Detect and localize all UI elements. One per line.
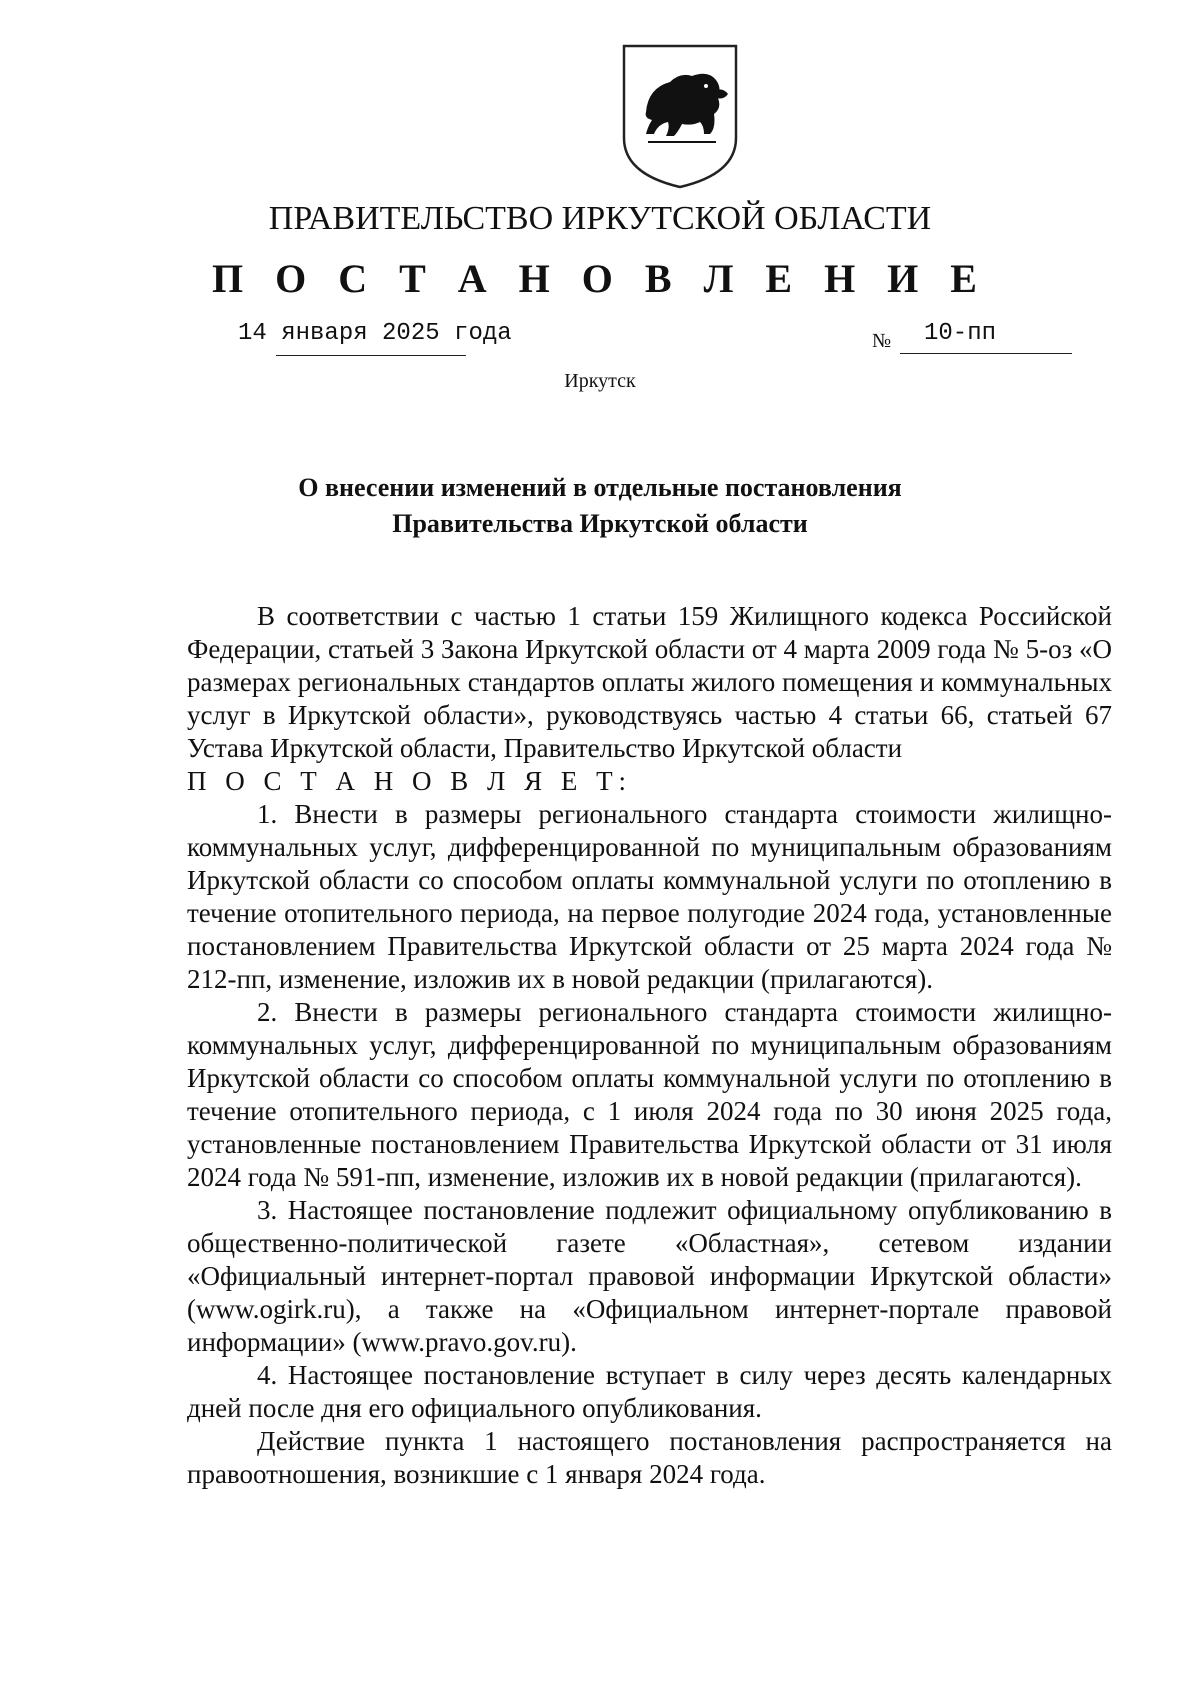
document-date: 14 января 2025 года [238,320,512,347]
number-label: № [872,330,892,352]
irkutsk-coat-of-arms-icon [618,42,742,190]
item-paragraph-5: Действие пункта 1 настоящего постановления распространяется на правоотношения, возникшие с 1 января 2024 года. [187,1426,1112,1489]
subject-line-1: О внесении изменений в отдельные постановления [298,473,902,502]
number-underline [900,353,1072,354]
document-number: 10-пп [924,320,997,347]
decree-word: П О С Т А Н О В Л Я Е Т: [187,766,633,796]
city-name: Иркутск [564,370,636,392]
document-subject [0,470,1200,542]
item-paragraph-4: 4. Настоящее постановление вступает в силу через десять календарных дней после дня его официального опубликования. [187,1360,1112,1423]
preamble-paragraph [187,600,1112,798]
subject-line-2: Правительства Иркутской области [392,509,808,538]
item-paragraph-1: 1. Внести в размеры регионального стандарта стоимости жилищно-коммунальных услуг, дифференцированной по муниципальным образованиям Иркутской области со способом оплаты коммунальной услуги по отоплению в течение отопительного периода, на первое полугодие 2024 года, установленные постановлением Правительства Иркутской области от 25 марта 2024 года № 212-пп, изменение, изложив их в новой редакции (прилагаются). [187,799,1112,994]
document-body [187,600,1112,1491]
government-title: ПРАВИТЕЛЬСТВО ИРКУТСКОЙ ОБЛАСТИ [268,200,932,237]
document-type-heading: П О С Т А Н О В Л Е Н И Е [212,256,988,301]
item-paragraph-3: 3. Настоящее постановление подлежит официальному опубликованию в общественно-политической газете «Областная», сетевом издании «Официальный интернет-портал правовой информации Иркутской области» (www.ogirk.ru), а также на «Официальном интернет-портале правовой информации» (www.pravo.gov.ru). [187,1195,1112,1357]
date-underline [276,355,466,356]
preamble-text: В соответствии с частью 1 статьи 159 Жилищного кодекса Российской Федерации, статьей 3 Закона Иркутской области от 4 марта 2009 года № 5-оз «О размерах региональных стандартов оплаты жилого помещения и коммунальных услуг в Иркутской области», руководствуясь частью 4 статьи 66, статьей 67 Устава Иркутской области, Правительство Иркутской области [187,601,1112,763]
item-paragraph-2: 2. Внести в размеры регионального стандарта стоимости жилищно-коммунальных услуг, дифференцированной по муниципальным образованиям Иркутской области со способом оплаты коммунальной услуги по отоплению в течение отопительного периода, с 1 июля 2024 года по 30 июня 2025 года, установленные постановлением Правительства Иркутской области от 31 июля 2024 года № 591-пп, изменение, изложив их в новой редакции (прилагаются). [187,997,1112,1192]
